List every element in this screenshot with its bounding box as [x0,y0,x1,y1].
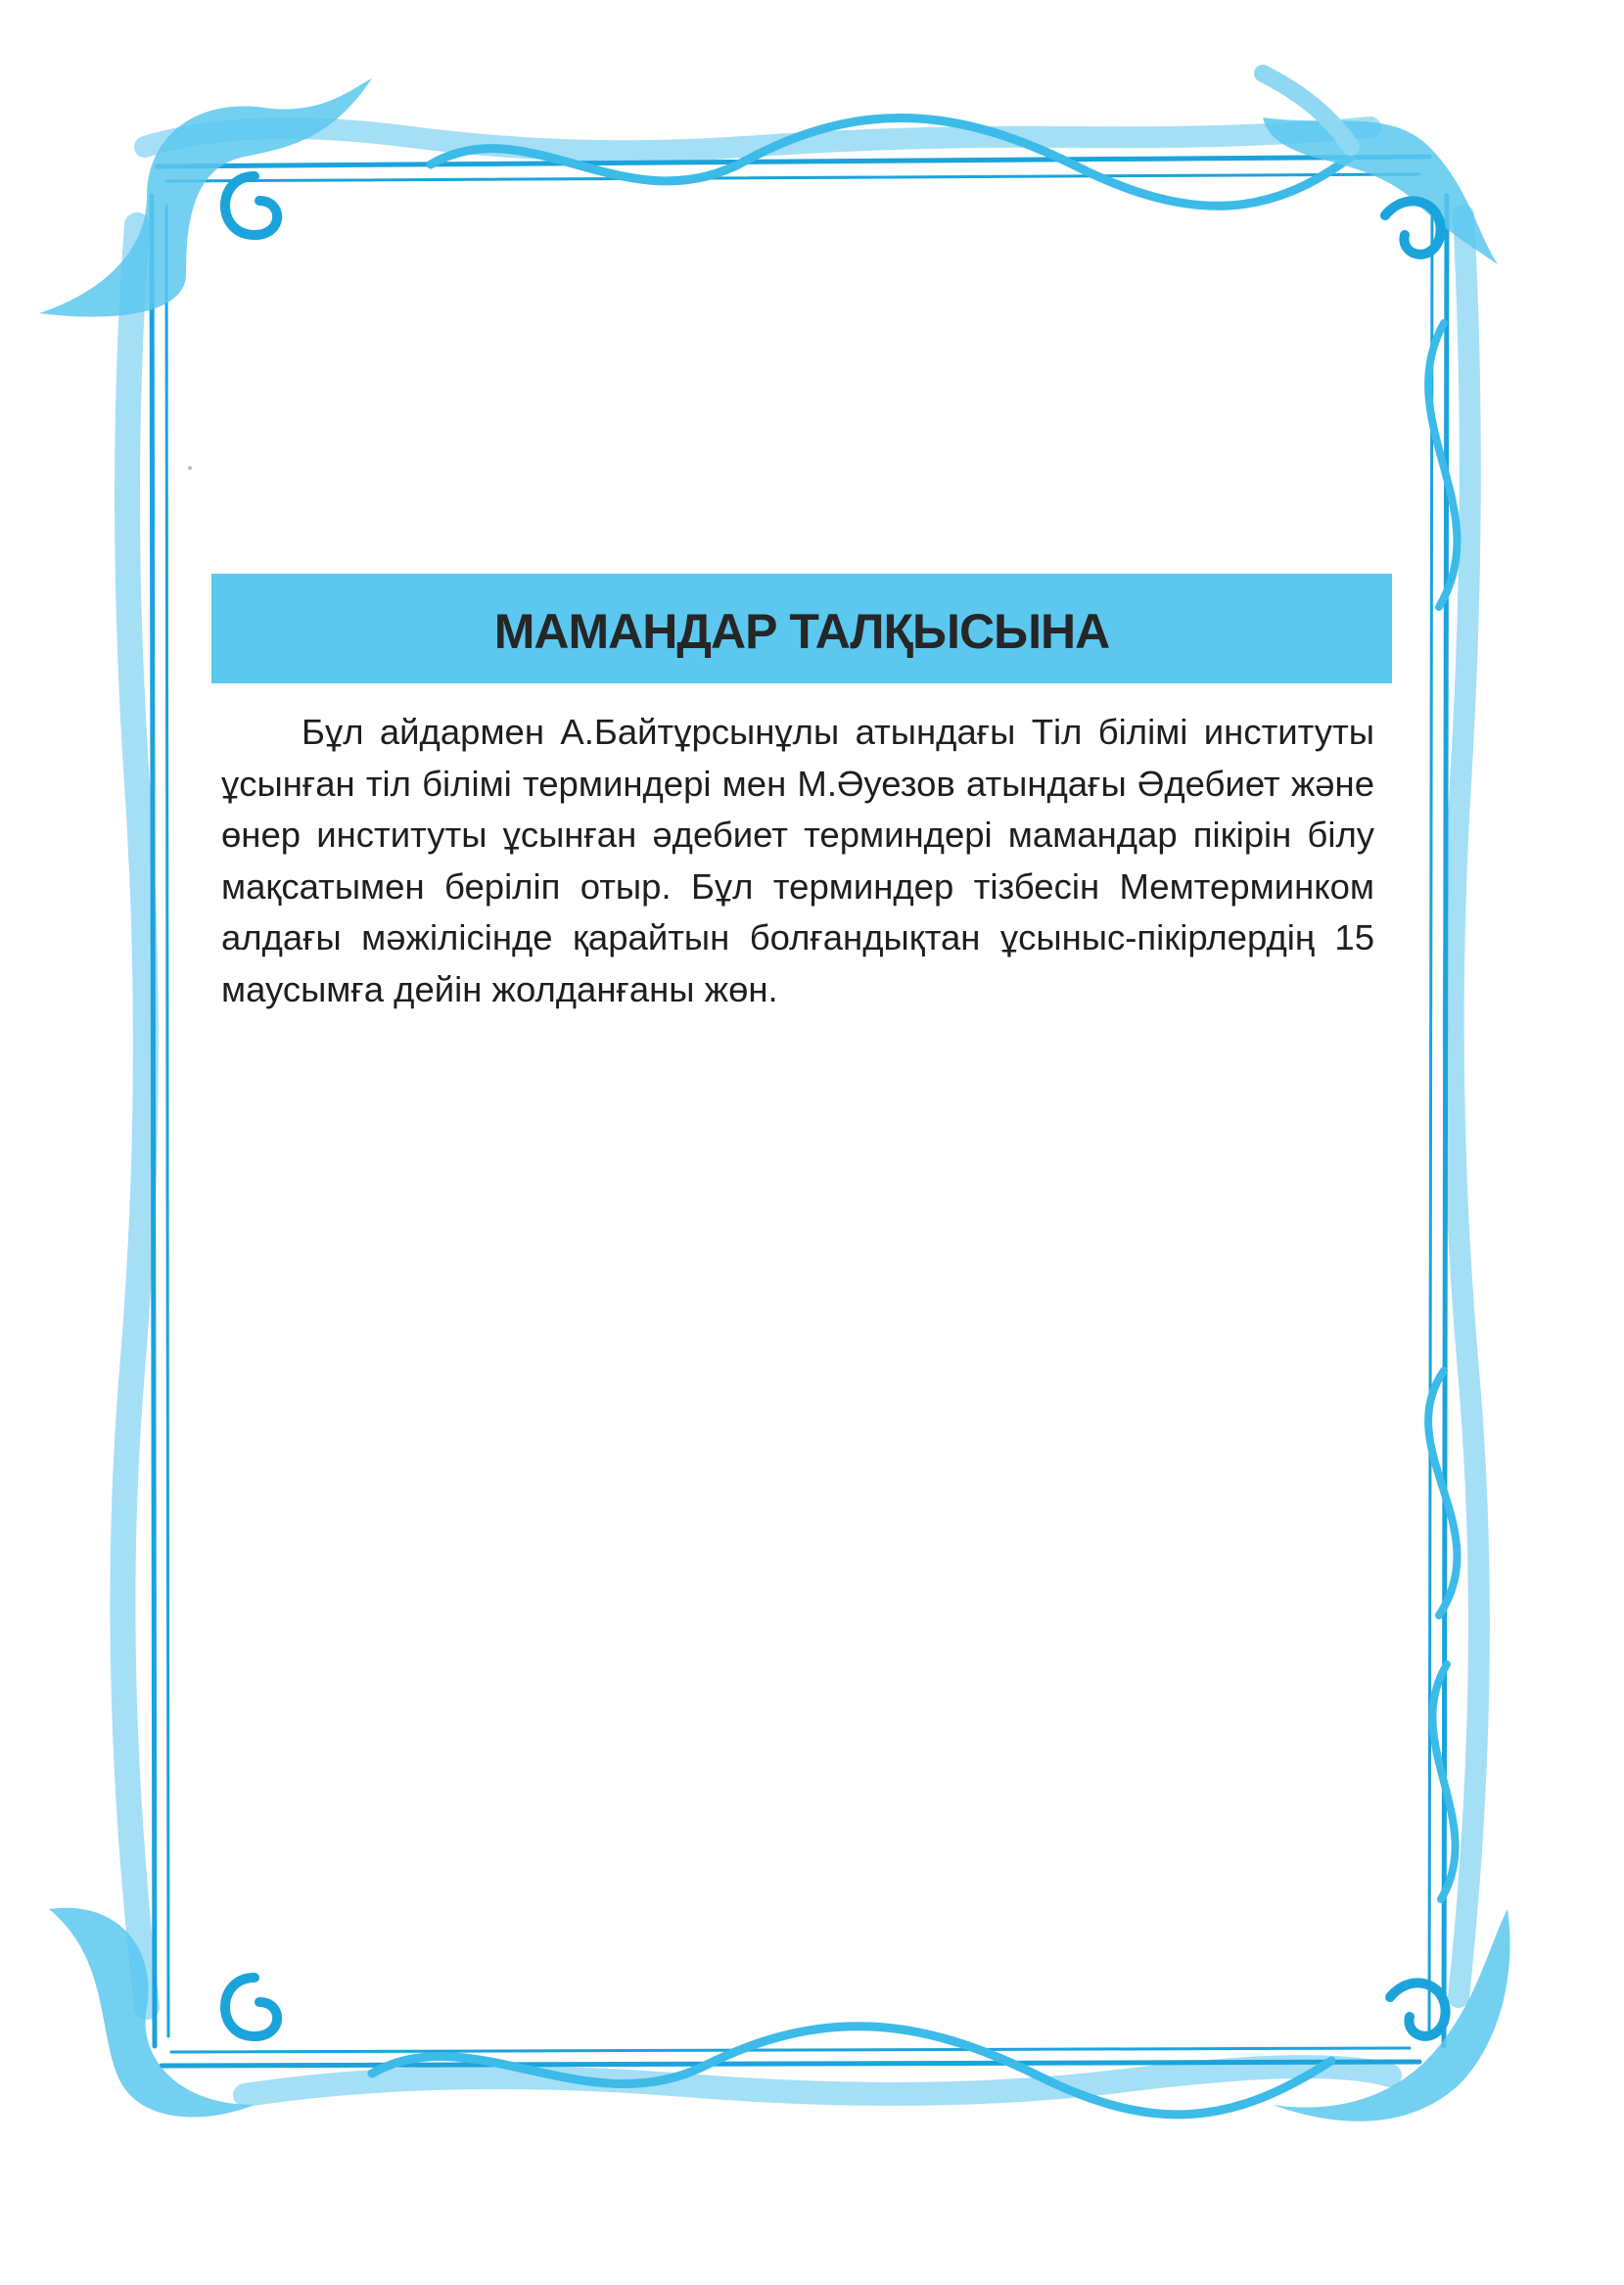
corner-ornament-top-left [39,78,372,317]
frame-border [122,117,1479,2114]
section-title: МАМАНДАР ТАЛҚЫСЫНА [493,604,1110,659]
corner-ornament-top-right [1263,73,1498,264]
scan-speck [188,466,192,470]
body-paragraph: Бұл айдармен А.Байтұрсынұлы атындағы Тіл білімі институты ұсынған тіл білімі терминдері мен М.Әуезов атындағы Әдебиет және өнер институты ұсынған әдебиет терминдері мамандар пікірін білу мақсатымен беріліп отыр. Бұл терминдер тізбесін Мемтерминком алдағы мәжілісінде қарайтын болғандықтан ұсыныс-пікірлердің 15 маусымға дейін жолданғаны жөн. [221,712,1374,1009]
section-title-bar [211,574,1392,683]
